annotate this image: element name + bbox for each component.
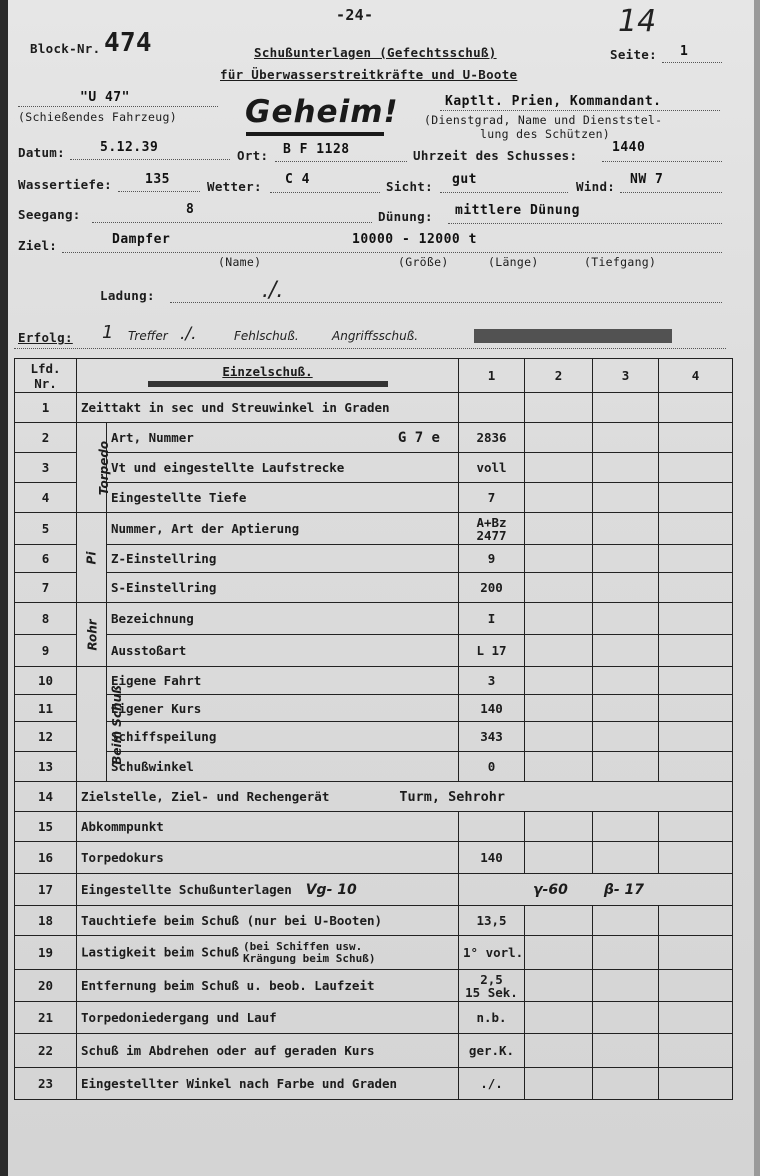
group-pi: Pi <box>77 513 107 603</box>
table-row: 3 Vt und eingestellte Laufstrecke voll <box>15 453 733 483</box>
scan-edge-left <box>0 0 8 1176</box>
seegang-value: 8 <box>186 202 195 217</box>
table-row: 23 Eingestellter Winkel nach Farbe und Graden ./. <box>15 1068 733 1100</box>
datum-value: 5.12.39 <box>100 140 159 155</box>
table-row: 19 Lastigkeit beim Schuß (bei Schiffen usw. Krängung beim Schuß) 1° vorl. <box>15 936 733 970</box>
table-row: 18 Tauchtiefe beim Schuß (nur bei U-Booten) 13,5 <box>15 906 733 936</box>
table-row: 6 Z-Einstellring 9 <box>15 545 733 573</box>
wind-label: Wind: <box>576 179 616 194</box>
page-number: -24- <box>336 6 374 24</box>
group-rohr: Rohr <box>77 603 107 667</box>
table-row: 5 Pi Nummer, Art der Aptierung A+Bz 2477 <box>15 513 733 545</box>
head-lfd-nr: Lfd. Nr. <box>15 359 77 393</box>
block-label: Block-Nr. <box>30 41 101 56</box>
duenung-label: Dünung: <box>378 209 433 224</box>
table-row: 1 Zeittakt in sec und Streuwinkel in Graden <box>15 393 733 423</box>
ort-value: B F 1128 <box>283 142 350 157</box>
table-row: 21 Torpedoniedergang und Lauf n.b. <box>15 1002 733 1034</box>
uhrzeit-value: 1440 <box>612 140 646 155</box>
table-row: 20 Entfernung beim Schuß u. beob. Laufzeit 2,5 15 Sek. <box>15 970 733 1002</box>
table-row: 2 Torpedo Art, Nummer G 7 e 2836 <box>15 423 733 453</box>
ziel-label: Ziel: <box>18 238 58 253</box>
erfolg-label: Erfolg: <box>18 330 73 345</box>
wetter-value: C 4 <box>285 172 310 187</box>
datum-label: Datum: <box>18 145 65 160</box>
boat-label: (Schießendes Fahrzeug) <box>18 110 177 124</box>
table-row: 14 Zielstelle, Ziel- und Rechengerät Turm, Sehrohr <box>15 782 733 812</box>
group-torpedo: Torpedo <box>77 423 107 513</box>
ziel-sub-groesse: (Größe) <box>398 255 449 269</box>
table-row: 22 Schuß im Abdrehen oder auf geraden Kurs ger.K. <box>15 1034 733 1068</box>
head-einzelschuss: Einzelschuß. <box>77 359 459 393</box>
table-row: 15 Abkommpunkt <box>15 812 733 842</box>
duenung-value: mittlere Dünung <box>455 203 580 218</box>
table-row: 11 Eigener Kurs 140 <box>15 695 733 722</box>
commander-value: Kaptlt. Prien, Kommandant. <box>445 94 662 109</box>
table-row: 4 Eingestellte Tiefe 7 <box>15 483 733 513</box>
table-row: 10 Beim Schuß Eigene Fahrt 3 <box>15 667 733 695</box>
ziel-sub-tiefgang: (Tiefgang) <box>584 255 657 269</box>
seite-label: Seite: <box>610 47 657 62</box>
wind-value: NW 7 <box>630 172 664 187</box>
ziel-groesse: 10000 - 12000 t <box>352 232 477 247</box>
boat-value: "U 47" <box>80 90 130 105</box>
commander-label-1: (Dienstgrad, Name und Dienststel- <box>424 113 663 127</box>
ziel-sub-laenge: (Länge) <box>488 255 539 269</box>
schuss-table <box>14 358 733 1100</box>
table-row: 17 Eingestellte Schußunterlagen Vg- 10 γ-60 β- 17 <box>15 874 733 906</box>
erfolg-angriffsschuss: Angriffsschuß. <box>332 329 419 343</box>
table-row: 8 Rohr Bezeichnung I <box>15 603 733 635</box>
head-col-2: 2 <box>525 359 593 393</box>
head-col-1: 1 <box>459 359 525 393</box>
uhrzeit-label: Uhrzeit des Schusses: <box>413 148 578 163</box>
form-title: Schußunterlagen (Gefechtsschuß) <box>254 45 497 60</box>
commander-label-2: lung des Schützen) <box>480 127 611 141</box>
sicht-value: gut <box>452 172 477 187</box>
table-row: 16 Torpedokurs 140 <box>15 842 733 874</box>
wetter-label: Wetter: <box>207 179 262 194</box>
sicht-label: Sicht: <box>386 179 433 194</box>
ort-label: Ort: <box>237 148 269 163</box>
redaction-strike <box>474 329 672 343</box>
erfolg-fehlschuss: Fehlschuß. <box>234 329 299 343</box>
wassertiefe-label: Wassertiefe: <box>18 177 112 192</box>
scan-edge-right <box>754 0 760 1176</box>
geheim-stamp: Geheim! <box>245 94 399 130</box>
ziel-value: Dampfer <box>112 232 171 247</box>
table-row: 12 Schiffspeilung 343 <box>15 722 733 752</box>
seite-value: 1 <box>680 44 689 59</box>
seegang-label: Seegang: <box>18 207 81 222</box>
head-col-4: 4 <box>659 359 733 393</box>
ladung-label: Ladung: <box>100 288 155 303</box>
handwritten-page-number: 14 <box>618 4 657 39</box>
group-beim-schuss: Beim Schuß <box>77 667 107 782</box>
erfolg-fehl-value: ./. <box>180 324 197 344</box>
erfolg-value: 1 <box>102 322 114 343</box>
head-col-3: 3 <box>593 359 659 393</box>
stamp-underline <box>246 132 384 136</box>
table-row: 7 S-Einstellring 200 <box>15 573 733 603</box>
table-row: 9 Ausstoßart L 17 <box>15 635 733 667</box>
table-row: 13 Schußwinkel 0 <box>15 752 733 782</box>
ladung-value: ./. <box>262 278 284 303</box>
form-subtitle: für Überwasserstreitkräfte und U-Boote <box>220 67 518 82</box>
wassertiefe-value: 135 <box>145 172 170 187</box>
ziel-sub-name: (Name) <box>218 255 262 269</box>
erfolg-treffer: Treffer <box>128 329 168 343</box>
table-header <box>15 359 733 393</box>
block-number: 474 <box>104 28 152 58</box>
